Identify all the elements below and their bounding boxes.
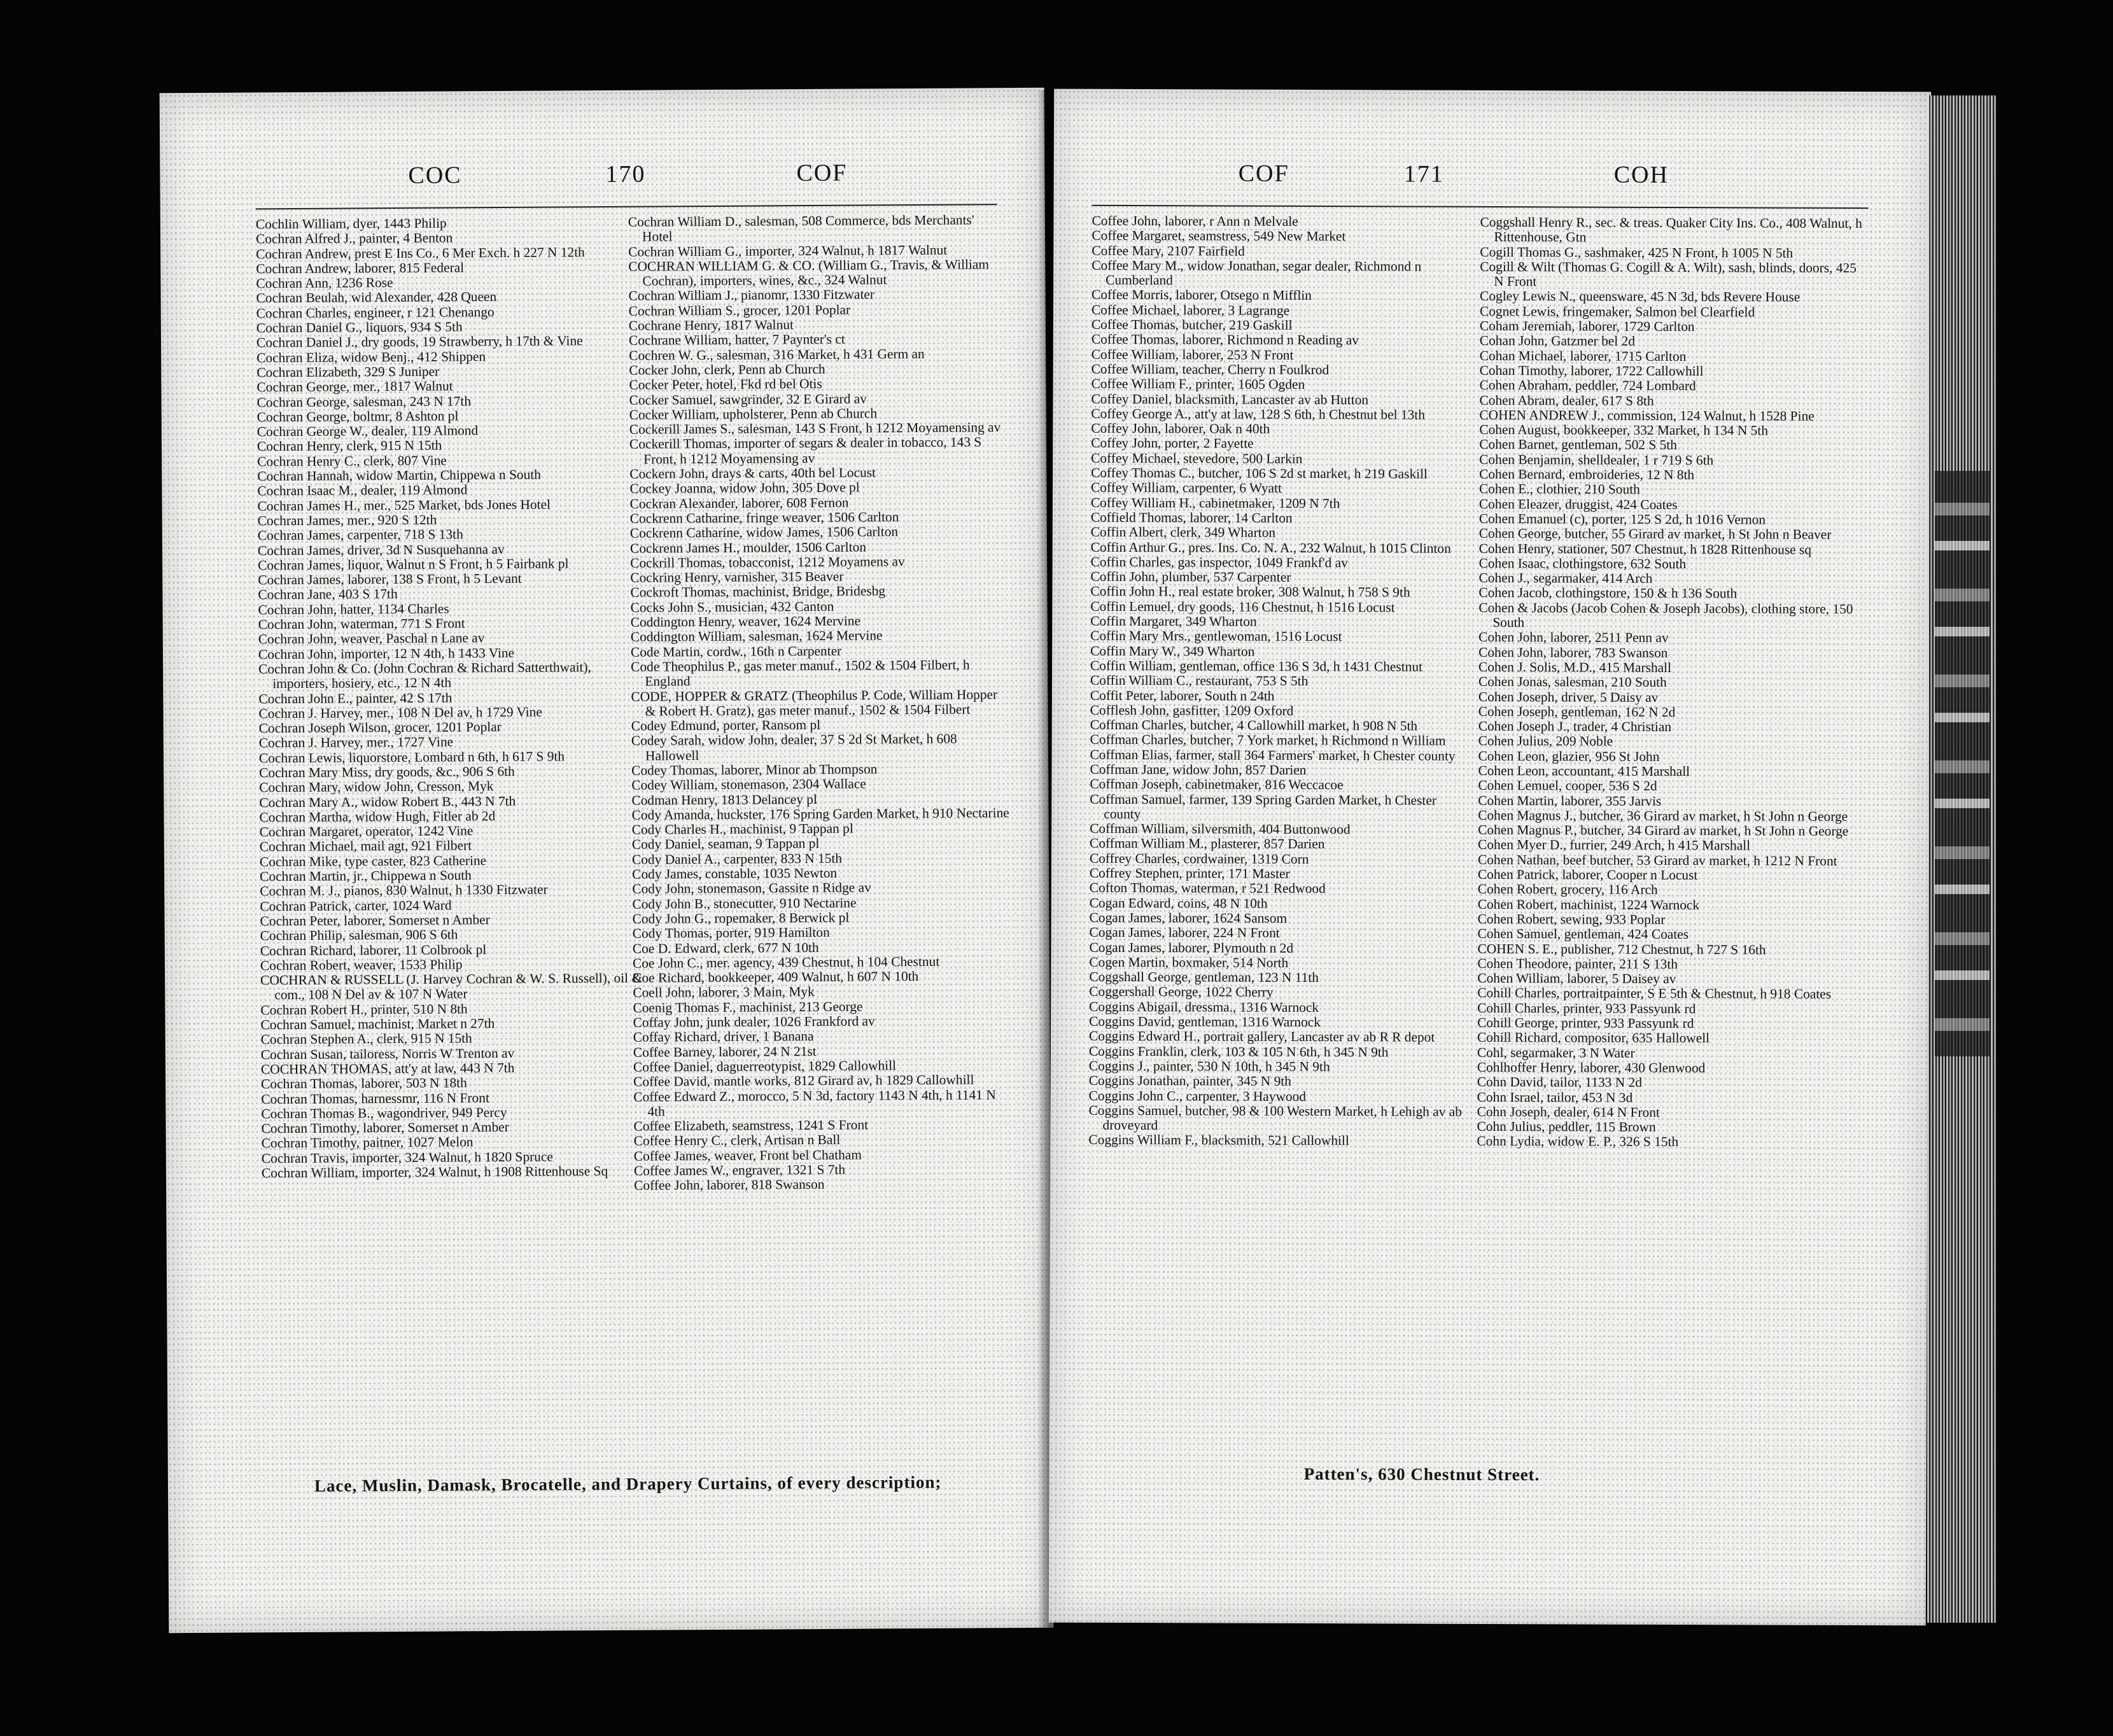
directory-entry: Cohn Lydia, widow E. P., 326 S 15th xyxy=(1477,1133,1679,1150)
directory-entry: Cochran Mary Miss, dry goods, &c., 906 S 6th xyxy=(259,763,515,781)
directory-entry: Cochran Mike, type caster, 823 Catherine xyxy=(259,852,487,870)
directory-entry: Cochran Alfred J., painter, 4 Benton xyxy=(255,230,453,247)
directory-entry: Coffman Joseph, cabinetmaker, 816 Weccacoe xyxy=(1090,776,1344,793)
directory-entry: Coggshall George, gentleman, 123 N 11th xyxy=(1089,969,1319,986)
directory-entry: Cody Thomas, porter, 919 Hamilton xyxy=(632,925,830,942)
directory-entry: Cohen Benjamin, shelldealer, 1 r 719 S 6th xyxy=(1479,451,1714,468)
directory-entry: Codman Henry, 1813 Delancey pl xyxy=(631,791,817,808)
directory-entry: Coggins J., painter, 530 N 10th, h 345 N 9th xyxy=(1088,1058,1330,1075)
directory-entry: Cohen William, laborer, 5 Daisey av xyxy=(1477,970,1676,987)
directory-entry: Cohen Myer D., furrier, 249 Arch, h 415 Marshall xyxy=(1478,837,1751,853)
directory-entry: Cohan Timothy, laborer, 1722 Callowhill xyxy=(1479,362,1704,379)
directory-entry: Coffee Thomas, laborer, Richmond n Reading av xyxy=(1091,332,1359,348)
directory-entry: Cohen Barnet, gentleman, 502 S 5th xyxy=(1479,437,1678,453)
directory-entry: COHEN ANDREW J., commission, 124 Walnut, h 1528 Pine xyxy=(1479,407,1815,424)
directory-entry: Coggershall George, 1022 Cherry xyxy=(1089,984,1274,1000)
directory-entry: Cochran Jane, 403 S 17th xyxy=(258,586,398,603)
directory-entry: Cohen Joseph, gentleman, 162 N 2d xyxy=(1478,703,1676,720)
directory-entry: Cohen Leon, glazier, 956 St John xyxy=(1478,748,1660,764)
directory-entry: Coffin Charles, gas inspector, 1049 Frankf'd av xyxy=(1090,554,1348,571)
left-column-1 xyxy=(256,215,643,1181)
left-page-header xyxy=(160,158,1044,201)
directory-entry: Code Martin, cordw., 16th n Carpenter xyxy=(630,643,842,660)
directory-entry: Cochran James, driver, 3d N Susquehanna av xyxy=(257,541,505,558)
right-footer-advert: Patten's, 630 Chestnut Street. xyxy=(1303,1464,1540,1485)
right-header-guide-right: COH xyxy=(1613,161,1669,188)
directory-entry: Cohen J. Solis, M.D., 415 Marshall xyxy=(1478,659,1672,675)
directory-entry: Cockroft Thomas, machinist, Bridge, Bridesbg xyxy=(630,583,886,601)
directory-entry: Cody Amanda, huckster, 176 Spring Garden Market, h 910 Nectarine xyxy=(631,805,1009,823)
directory-entry: Coffin Albert, clerk, 349 Wharton xyxy=(1090,524,1276,541)
directory-entry: Cochran Martin, jr., Chippewa n South xyxy=(260,867,472,885)
directory-entry: Coffrey Stephen, printer, 171 Master xyxy=(1089,865,1290,881)
directory-entry: Coffee Mary M., widow Jonathan, segar dealer, Richmond n Cumberland xyxy=(1092,257,1422,288)
directory-entry: Coffman Samuel, farmer, 139 Spring Garden Market, h Chester county xyxy=(1090,791,1437,822)
directory-entry: Cohen Robert, sewing, 933 Poplar xyxy=(1477,911,1666,927)
directory-entry: Cochran William J., pianomr, 1330 Fitzwater xyxy=(628,286,875,304)
directory-entry: Cochran Isaac M., dealer, 119 Almond xyxy=(257,482,468,499)
directory-entry: Cohen Magnus J., butcher, 36 Girard av market, h St John n George xyxy=(1478,807,1848,824)
directory-entry: Cochran James H., mer., 525 Market, bds Jones Hotel xyxy=(257,496,551,514)
directory-entry: Coffin John, plumber, 537 Carpenter xyxy=(1090,568,1291,585)
directory-entry: Cochran Daniel J., dry goods, 19 Strawberry, h 17th & Vine xyxy=(256,333,583,351)
directory-entry: Coe D. Edward, clerk, 677 N 10th xyxy=(632,939,819,956)
directory-entry: Cohen August, bookkeeper, 332 Market, h 134 N 5th xyxy=(1479,422,1769,438)
directory-entry: Coffee William, teacher, Cherry n Foulkrod xyxy=(1091,361,1330,378)
directory-entry: Cochran Robert H., printer, 510 N 8th xyxy=(260,1001,468,1018)
directory-entry: Cockrenn James H., moulder, 1506 Carlton xyxy=(629,539,867,556)
directory-entry: Cochran William S., grocer, 1201 Poplar xyxy=(628,302,851,319)
directory-entry: Cofton Thomas, waterman, r 521 Redwood xyxy=(1089,880,1326,897)
directory-entry: Coell John, laborer, 3 Main, Myk xyxy=(633,984,815,1001)
directory-entry: Coffman Elias, farmer, stall 364 Farmers' market, h Chester county xyxy=(1090,746,1456,764)
directory-entry: Cohen Joseph J., trader, 4 Christian xyxy=(1478,718,1672,735)
directory-entry: Cochran Daniel G., liquors, 934 S 5th xyxy=(256,319,463,336)
right-page-header xyxy=(1054,159,1931,200)
directory-entry: Cody John B., stonecutter, 910 Nectarine xyxy=(632,895,857,912)
directory-entry: Coggins Franklin, clerk, 103 & 105 N 6th, h 345 N 9th xyxy=(1088,1043,1389,1060)
directory-entry: Cochran James, laborer, 138 S Front, h 5 Levant xyxy=(258,570,522,588)
directory-entry: Cohill Charles, portraitpainter, S E 5th & Chestnut, h 918 Coates xyxy=(1477,985,1832,1002)
directory-entry: Cohen Nathan, beef butcher, 53 Girard av market, h 1212 N Front xyxy=(1477,851,1837,869)
directory-entry: Cohn David, tailor, 1133 N 2d xyxy=(1477,1074,1642,1091)
directory-entry: Cochran Richard, laborer, 11 Colbrook pl xyxy=(260,941,487,958)
directory-entry: Cochran Michael, mail agt, 921 Filbert xyxy=(259,837,472,855)
directory-entry: Cocks John S., musician, 432 Canton xyxy=(630,598,834,615)
directory-entry: Cohen Leon, accountant, 415 Marshall xyxy=(1478,762,1690,780)
directory-entry: Cody Daniel, seaman, 9 Tappan pl xyxy=(631,836,820,853)
directory-entry: Cochran Andrew, laborer, 815 Federal xyxy=(256,260,465,277)
directory-entry: Cody John, stonemason, Gassite n Ridge av xyxy=(632,879,871,897)
directory-entry: Cochran Andrew, prest E Ins Co., 6 Mer Exch. h 227 N 12th xyxy=(256,244,585,262)
directory-entry: Cohen George, butcher, 55 Girard av market, h St John n Beaver xyxy=(1478,526,1832,543)
directory-entry: Coffrey Charles, cordwainer, 1319 Corn xyxy=(1089,850,1309,867)
directory-entry: Coffman William, silversmith, 404 Buttonwood xyxy=(1090,820,1351,837)
directory-entry: Cochran William G., importer, 324 Walnut, h 1817 Walnut xyxy=(628,242,948,260)
directory-entry: Cocker Peter, hotel, Fkd rd bel Otis xyxy=(629,376,822,393)
directory-entry: Coggshall Henry R., sec. & treas. Quaker City Ins. Co., 408 Walnut, h Rittenhouse, Gtn xyxy=(1480,214,1862,245)
directory-entry: Cochran Lewis, liquorstore, Lombard n 6th, h 617 S 9th xyxy=(258,748,565,766)
directory-entry: Cochrane William, hatter, 7 Paynter's ct xyxy=(628,332,845,349)
left-footer-advert: Lace, Muslin, Damask, Brocatelle, and Drapery Curtains, of every description; xyxy=(314,1472,942,1495)
directory-entry: Coggins William F., blacksmith, 521 Callowhill xyxy=(1088,1132,1349,1149)
directory-entry: Coffee James W., engraver, 1321 S 7th xyxy=(633,1161,846,1179)
directory-entry: Coffee David, mantle works, 812 Girard av, h 1829 Callowhill xyxy=(633,1072,974,1089)
directory-entry: Cochran Thomas, harnessmr, 116 N Front xyxy=(261,1089,489,1107)
directory-entry: Cocker William, upholsterer, Penn ab Church xyxy=(629,405,878,423)
directory-entry: Cofflesh John, gasfitter, 1209 Oxford xyxy=(1090,702,1294,718)
right-header-rule xyxy=(1092,205,1869,209)
directory-entry: Cochran Peter, laborer, Somerset n Amber xyxy=(260,912,490,929)
left-header-rule xyxy=(256,204,997,209)
directory-entry: Cohen Martin, laborer, 355 Jarvis xyxy=(1478,792,1662,809)
directory-entry: Cochran M. J., pianos, 830 Walnut, h 1330 Fitzwater xyxy=(260,881,548,899)
directory-entry: Cochran Elizabeth, 329 S Juniper xyxy=(256,363,440,381)
directory-entry: Cohn Joseph, dealer, 614 N Front xyxy=(1477,1103,1660,1120)
directory-entry: Cohen John, laborer, 783 Swanson xyxy=(1478,644,1668,661)
directory-entry: COCHRAN & RUSSELL (J. Harvey Cochran & W. S. Russell), oil & com., 108 N Del av & 107 N Water xyxy=(260,970,643,1003)
directory-entry: Coddington William, salesman, 1624 Mervine xyxy=(630,627,883,645)
directory-entry: Coffman Jane, widow John, 857 Darien xyxy=(1090,761,1307,778)
directory-entry: Cochran Charles, engineer, r 121 Chenango xyxy=(256,304,495,321)
right-header-guide-left: COF xyxy=(1238,160,1289,187)
directory-entry: Coe Richard, bookkeeper, 409 Walnut, h 607 N 10th xyxy=(633,969,919,986)
directory-entry: Cogley Lewis N., queensware, 45 N 3d, bds Revere House xyxy=(1480,288,1801,305)
directory-entry: Cohen John, laborer, 2511 Penn av xyxy=(1478,629,1669,646)
directory-entry: Coffee William F., printer, 1605 Ogden xyxy=(1091,376,1305,393)
directory-entry: Cohan Michael, laborer, 1715 Carlton xyxy=(1479,347,1687,364)
directory-entry: Cody James, constable, 1035 Newton xyxy=(632,865,838,882)
directory-entry: Cochran J. Harvey, mer., 108 N Del av, h 1729 Vine xyxy=(258,704,542,722)
directory-entry: Coffee John, laborer, r Ann n Melvale xyxy=(1092,213,1298,229)
directory-entry: Cochran Mary, widow John, Cresson, Myk xyxy=(259,778,494,795)
directory-entry: Coggins Samuel, butcher, 98 & 100 Western Market, h Lehigh av ab droveyard xyxy=(1088,1102,1462,1133)
directory-entry: Cody Daniel A., carpenter, 833 N 15th xyxy=(631,850,843,867)
directory-entry: Coffey George A., att'y at law, 128 S 6th, h Chestnut bel 13th xyxy=(1091,405,1425,423)
directory-entry: Coggins John C., carpenter, 3 Haywood xyxy=(1088,1088,1307,1104)
directory-entry: Coffee Daniel, daguerreotypist, 1829 Callowhill xyxy=(633,1058,897,1075)
directory-entry: Cogen Martin, boxmaker, 514 North xyxy=(1089,954,1289,970)
directory-entry: Cohen Robert, machinist, 1224 Warnock xyxy=(1477,896,1700,913)
directory-entry: COHEN S. E., publisher, 712 Chestnut, h 727 S 16th xyxy=(1477,941,1766,958)
directory-entry: Cogan James, laborer, Plymouth n 2d xyxy=(1089,939,1294,956)
directory-entry: Cohn Julius, peddler, 115 Brown xyxy=(1477,1119,1656,1135)
directory-entry: Cody Charles H., machinist, 9 Tappan pl xyxy=(631,820,853,837)
directory-entry: COCHRAN WILLIAM G. & CO. (William G., Travis, & William Cochran), importers, wines, &c., 324 Walnut xyxy=(628,256,990,289)
directory-entry: Cochran Thomas B., wagondriver, 949 Percy xyxy=(261,1104,507,1122)
directory-entry: Coffay Richard, driver, 1 Banana xyxy=(633,1028,814,1046)
directory-entry: Coenig Thomas F., machinist, 213 George xyxy=(633,998,863,1016)
directory-entry: Cohen E., clothier, 210 South xyxy=(1478,481,1640,498)
directory-entry: Cochran John E., painter, 42 S 17th xyxy=(258,689,453,706)
directory-entry: Coe John C., mer. agency, 439 Chestnut, h 104 Chestnut xyxy=(632,953,940,971)
directory-entry: Cochran Patrick, carter, 1024 Ward xyxy=(260,897,452,914)
directory-entry: Coffin Lemuel, dry goods, 116 Chestnut, h 1516 Locust xyxy=(1090,598,1395,615)
directory-entry: Cockrenn Catharine, fringe weaver, 1506 Carlton xyxy=(629,509,899,526)
directory-entry: Cochran Robert, weaver, 1533 Philip xyxy=(260,956,463,974)
directory-entry: COCHRAN THOMAS, att'y at law, 443 N 7th xyxy=(260,1060,515,1077)
directory-entry: Coggins David, gentleman, 1316 Warnock xyxy=(1089,1013,1321,1030)
left-column-2 xyxy=(628,213,1013,1193)
directory-entry: Cockey Joanna, widow John, 305 Dove pl xyxy=(629,479,860,497)
directory-entry: Cohen Jacob, clothingstore, 150 & h 136 South xyxy=(1478,585,1737,601)
directory-entry: Cochren W. G., salesman, 316 Market, h 431 Germ an xyxy=(629,346,925,363)
directory-entry: Cockring Henry, varnisher, 315 Beaver xyxy=(630,568,844,585)
directory-entry: Cohen Henry, stationer, 507 Chestnut, h 1828 Rittenhouse sq xyxy=(1478,540,1812,557)
directory-entry: Cogill Thomas G., sashmaker, 425 N Front, h 1005 N 5th xyxy=(1480,244,1794,261)
directory-entry: Cohill Charles, printer, 933 Passyunk rd xyxy=(1477,1000,1696,1016)
directory-entry: Cohen Emanuel (c), porter, 125 S 2d, h 1016 Vernon xyxy=(1478,510,1766,528)
directory-entry: Cochran Hannah, widow Martin, Chippewa n South xyxy=(257,466,541,484)
directory-entry: Cochran Henry, clerk, 915 N 15th xyxy=(256,438,442,454)
directory-entry: Coffee Thomas, butcher, 219 Gaskill xyxy=(1091,316,1293,333)
directory-entry: Coffey Michael, stevedore, 500 Larkin xyxy=(1091,450,1303,466)
directory-entry: Coffee Edward Z., morocco, 5 N 3d, factory 1143 N 4th, h 1141 N 4th xyxy=(633,1086,996,1119)
directory-entry: Coffin Mary Mrs., gentlewoman, 1516 Locust xyxy=(1090,628,1342,645)
directory-entry: Coffee James, weaver, Front bel Chatham xyxy=(633,1147,862,1164)
right-page xyxy=(1049,89,1931,1626)
directory-entry: Cochran Thomas, laborer, 503 N 18th xyxy=(261,1075,467,1092)
directory-entry: CODE, HOPPER & GRATZ (Theophilus P. Code, William Hopper & Robert H. Gratz), gas meter manuf., 1502 & 1504 Filbert xyxy=(631,686,998,719)
directory-entry: Cochran John, weaver, Paschal n Lane av xyxy=(258,630,485,647)
directory-entry: Cochran George, salesman, 243 N 17th xyxy=(256,393,472,410)
directory-entry: Cohen Patrick, laborer, Cooper n Locust xyxy=(1477,866,1698,883)
directory-entry: Cockerill Thomas, importer of segars & dealer in tobacco, 143 S Front, h 1212 Moyamensing av xyxy=(629,434,982,467)
directory-entry: Codey William, stonemason, 2304 Wallace xyxy=(631,776,866,794)
directory-entry: Cochran Philip, salesman, 906 S 6th xyxy=(260,927,458,944)
directory-entry: Cochran George W., dealer, 119 Almond xyxy=(256,423,479,440)
directory-entry: Cohen Joseph, driver, 5 Daisy av xyxy=(1478,689,1659,705)
directory-entry: Coffee William, laborer, 253 N Front xyxy=(1091,346,1294,363)
directory-entry: Coffey John, porter, 2 Fayette xyxy=(1091,435,1254,452)
directory-entry: Coggins Edward H., portrait gallery, Lancaster av ab R R depot xyxy=(1088,1028,1435,1046)
directory-entry: Cogan James, laborer, 1624 Sansom xyxy=(1089,909,1288,926)
directory-entry: Coffee Elizabeth, seamstress, 1241 S Front xyxy=(633,1117,869,1134)
directory-entry: Cochran Ann, 1236 Rose xyxy=(256,275,393,291)
directory-entry: Cohen & Jacobs (Jacob Cohen & Joseph Jacobs), clothing store, 150 South xyxy=(1478,599,1853,631)
directory-entry: Cohn Israel, tailor, 453 N 3d xyxy=(1477,1089,1633,1105)
directory-entry: Coffin Arthur G., pres. Ins. Co. N. A., 232 Walnut, h 1015 Clinton xyxy=(1090,539,1451,556)
directory-entry: Cochlin William, dyer, 1443 Philip xyxy=(255,215,447,232)
left-header-guide-right: COF xyxy=(796,159,848,187)
directory-entry: Cochran James, carpenter, 718 S 13th xyxy=(257,526,463,543)
directory-entry: Cohen Magnus P., butcher, 34 Girard av market, h St John n George xyxy=(1478,822,1849,839)
directory-entry: Coffee Michael, laborer, 3 Lagrange xyxy=(1091,302,1290,318)
directory-entry: Cockern John, drays & carts, 40th bel Locust xyxy=(629,465,876,482)
directory-entry: Cochran Joseph Wilson, grocer, 1201 Poplar xyxy=(258,719,502,736)
directory-entry: Cochran Margaret, operator, 1242 Vine xyxy=(259,823,474,840)
directory-entry: Cochran Timothy, laborer, Somerset n Amber xyxy=(261,1119,509,1137)
directory-entry: Cochran Susan, tailoress, Norris W Trenton av xyxy=(260,1045,515,1062)
directory-entry: Cohill Richard, compositor, 635 Hallowell xyxy=(1477,1030,1710,1046)
left-header-page-number: 170 xyxy=(605,160,646,188)
directory-entry: Cochran John, waterman, 771 S Front xyxy=(258,615,465,633)
directory-entry: Coffey Thomas C., butcher, 106 S 2d st market, h 219 Gaskill xyxy=(1091,465,1428,482)
directory-entry: Cohen Abram, dealer, 617 S 8th xyxy=(1479,392,1654,409)
directory-entry: Cohen Abraham, peddler, 724 Lombard xyxy=(1479,377,1696,394)
directory-entry: Codey Edmund, porter, Ransom pl xyxy=(631,717,821,734)
directory-entry: Cogill & Wilt (Thomas G. Cogill & A. Wilt), sash, blinds, doors, 425 N Front xyxy=(1480,258,1857,290)
directory-entry: Coffit Peter, laborer, South n 24th xyxy=(1090,687,1275,704)
directory-entry: Coffin Mary W., 349 Wharton xyxy=(1090,643,1255,659)
directory-entry: Code Theophilus P., gas meter manuf., 1502 & 1504 Filbert, h England xyxy=(631,657,970,689)
directory-entry: Cochran Travis, importer, 324 Walnut, h 1820 Spruce xyxy=(261,1149,553,1166)
directory-entry: Coddington Henry, weaver, 1624 Mervine xyxy=(630,613,861,630)
directory-entry: Coffin Margaret, 349 Wharton xyxy=(1090,613,1257,629)
directory-entry: Cochran Henry C., clerk, 807 Vine xyxy=(257,452,447,470)
directory-entry: Coffin William C., restaurant, 753 S 5th xyxy=(1090,673,1309,689)
directory-entry: Cockerill James S., salesman, 143 S Front, h 1212 Moyamensing av xyxy=(629,419,1001,437)
directory-entry: Cochran George, mer., 1817 Walnut xyxy=(256,378,453,395)
directory-entry: Cochran Samuel, machinist, Market n 27th xyxy=(260,1016,495,1033)
directory-entry: Cochran Stephen A., clerk, 915 N 15th xyxy=(260,1030,472,1047)
directory-entry: Cockrenn Catharine, widow James, 1506 Carlton xyxy=(629,524,899,541)
directory-entry: Cody John G., ropemaker, 8 Berwick pl xyxy=(632,909,850,927)
directory-entry: Cohen Jonas, salesman, 210 South xyxy=(1478,674,1667,690)
directory-entry: Cohen Eleazer, druggist, 424 Coates xyxy=(1478,496,1678,512)
directory-entry: Cochran James, liquor, Walnut n S Front, h 5 Fairbank pl xyxy=(258,556,569,573)
directory-entry: Cochrane Henry, 1817 Walnut xyxy=(628,317,794,333)
directory-entry: Cohen Julius, 209 Noble xyxy=(1478,733,1613,750)
directory-entry: Cochran William, importer, 324 Walnut, h 1908 Rittenhouse Sq xyxy=(261,1163,608,1181)
directory-entry: Cohl, segarmaker, 3 N Water xyxy=(1477,1044,1635,1061)
directory-entry: Codey Thomas, laborer, Minor ab Thompson xyxy=(631,761,878,778)
directory-entry: Cochran George, boltmr, 8 Ashton pl xyxy=(256,408,459,425)
directory-entry: Cocker Samuel, sawgrinder, 32 E Girard av xyxy=(629,391,867,408)
directory-entry: Cohen Bernard, embroideries, 12 N 8th xyxy=(1479,466,1695,483)
directory-entry: Cogan James, laborer, 224 N Front xyxy=(1089,925,1280,941)
directory-entry: Cochran Martha, widow Hugh, Fitler ab 2d xyxy=(259,808,496,825)
directory-entry: Coffin John H., real estate broker, 308 Walnut, h 758 S 9th xyxy=(1090,584,1410,600)
directory-entry: Cochran Eliza, widow Benj., 412 Shippen xyxy=(256,348,486,366)
directory-entry: Coffield Thomas, laborer, 14 Carlton xyxy=(1090,509,1293,526)
directory-entry: Cohen Isaac, clothingstore, 632 South xyxy=(1478,555,1687,571)
directory-entry: Coffman Charles, butcher, 7 York market, h Richmond n William xyxy=(1090,732,1446,749)
directory-entry: Cohill George, printer, 933 Passyunk rd xyxy=(1477,1014,1694,1032)
directory-entry: Cohan John, Gatzmer bel 2d xyxy=(1479,333,1636,349)
directory-entry: Coffey William, carpenter, 6 Wyatt xyxy=(1090,480,1282,496)
directory-entry: Cohen J., segarmaker, 414 Arch xyxy=(1478,570,1653,587)
directory-entry: Cogan Edward, coins, 48 N 10th xyxy=(1089,895,1268,911)
directory-entry: Coffman Charles, butcher, 4 Callowhill market, h 908 N 5th xyxy=(1090,717,1418,734)
directory-entry: Coffee Barney, laborer, 24 N 21st xyxy=(633,1043,817,1060)
directory-entry: Cohen Samuel, gentleman, 424 Coates xyxy=(1477,926,1689,942)
directory-entry: Cognet Lewis, fringemaker, Salmon bel Clearfield xyxy=(1479,303,1755,320)
directory-entry: Cochran James, mer., 920 S 12th xyxy=(257,512,437,529)
directory-entry: Cochran John, importer, 12 N 4th, h 1433 Vine xyxy=(258,645,515,662)
directory-entry: Coham Jeremiah, laborer, 1729 Carlton xyxy=(1479,318,1695,335)
directory-entry: Cochran Beulah, wid Alexander, 428 Queen xyxy=(256,289,497,306)
directory-entry: Coffin William, gentleman, office 136 S 3d, h 1431 Chestnut xyxy=(1090,657,1423,675)
directory-entry: Coffay John, junk dealer, 1026 Frankford av xyxy=(633,1013,875,1030)
directory-entry: Coffey William H., cabinetmaker, 1209 N 7th xyxy=(1090,494,1340,511)
directory-entry: Cohen Lemuel, cooper, 536 S 2d xyxy=(1478,778,1657,794)
directory-entry: Coggins Abigail, dressma., 1316 Warnock xyxy=(1089,998,1319,1015)
right-column-2 xyxy=(1477,215,1865,1151)
directory-entry: Cockran Alexander, laborer, 608 Fernon xyxy=(629,494,849,512)
directory-entry: Cochran William D., salesman, 508 Commerce, bds Merchants' Hotel xyxy=(628,212,974,244)
directory-entry: Cochran John, hatter, 1134 Charles xyxy=(258,601,449,618)
directory-entry: Codey Sarah, widow John, dealer, 37 S 2d St Market, h 608 Hallowell xyxy=(631,731,957,764)
directory-entry: Coffey Daniel, blacksmith, Lancaster av ab Hutton xyxy=(1091,391,1369,407)
directory-entry: Coffee Morris, laborer, Otsego n Mifflin xyxy=(1092,287,1312,304)
right-header-page-number: 171 xyxy=(1403,160,1444,188)
directory-entry: Coffman William M., plasterer, 857 Darien xyxy=(1090,836,1325,852)
directory-entry: Cochran Timothy, paitner, 1027 Melon xyxy=(261,1134,474,1151)
directory-entry: Cockrill Thomas, tobacconist, 1212 Moyamens av xyxy=(630,553,905,571)
directory-entry: Cocker John, clerk, Penn ab Church xyxy=(629,361,825,378)
directory-entry: Coffee Margaret, seamstress, 549 New Market xyxy=(1092,228,1346,244)
directory-entry: Cochran John & Co. (John Cochran & Richard Satterthwait), importers, hosiery, etc., 12 N 4th xyxy=(258,659,592,692)
directory-entry: Coffey John, laborer, Oak n 40th xyxy=(1091,420,1270,437)
directory-entry: Cohen Robert, grocery, 116 Arch xyxy=(1477,881,1658,898)
edge-printed-mark xyxy=(1935,471,1990,1056)
left-header-guide-left: COC xyxy=(408,162,462,189)
directory-entry: Cohlhoffer Henry, laborer, 430 Glenwood xyxy=(1477,1059,1706,1076)
directory-entry: Cohen Theodore, painter, 211 S 13th xyxy=(1477,955,1678,972)
right-column-1 xyxy=(1088,214,1473,1149)
directory-entry: Coffee Mary, 2107 Fairfield xyxy=(1092,242,1245,259)
directory-entry: Coggins Jonathan, painter, 345 N 9th xyxy=(1088,1073,1291,1089)
directory-entry: Cochran J. Harvey, mer., 1727 Vine xyxy=(258,734,454,751)
directory-entry: Coffee John, laborer, 818 Swanson xyxy=(634,1177,825,1194)
directory-entry: Cochran Mary A., widow Robert B., 443 N 7th xyxy=(259,793,516,810)
directory-entry: Coffee Henry C., clerk, Artisan n Ball xyxy=(633,1132,841,1149)
left-page xyxy=(160,88,1054,1633)
